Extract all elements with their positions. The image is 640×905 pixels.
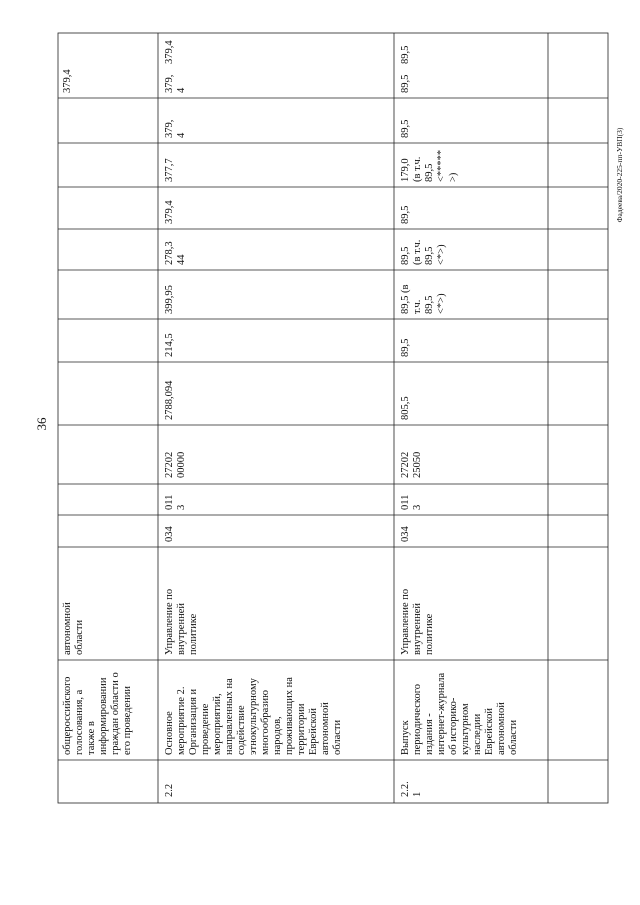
svg-text:Управление по: Управление по	[164, 588, 175, 655]
svg-text:этнокультурному: этнокультурному	[248, 678, 259, 755]
svg-text:направленных на: направленных на	[224, 678, 235, 755]
row-value: 44	[176, 254, 187, 265]
svg-text:наследии: наследии	[472, 713, 483, 755]
row-value: 4	[176, 132, 187, 138]
row-rzpr: 011	[164, 494, 175, 510]
row-value: 89,5	[424, 295, 435, 314]
svg-text:мероприятий,: мероприятий,	[212, 693, 223, 755]
continued-value: 379,4	[62, 69, 73, 93]
budget-table	[58, 33, 608, 803]
svg-text:области: области	[74, 619, 85, 655]
row-number: 1	[412, 791, 423, 797]
row-event-text	[164, 677, 343, 755]
svg-text:народов,: народов,	[272, 716, 283, 755]
row-value: 179,0	[400, 158, 411, 182]
row-value: 379,	[164, 119, 175, 138]
row-value: <*>)	[436, 244, 447, 265]
svg-text:политике: политике	[424, 613, 435, 655]
row-number: 2.2	[164, 783, 175, 797]
row-value: 89,5	[400, 74, 411, 93]
svg-text:проведение: проведение	[200, 703, 211, 755]
svg-text:его проведении: его проведении	[122, 686, 133, 755]
svg-text:культурном: культурном	[460, 703, 471, 755]
svg-text:содействие: содействие	[236, 705, 247, 755]
row-value: >)	[448, 172, 459, 182]
svg-text:общероссийского: общероссийского	[62, 676, 73, 755]
row-csr: 00000	[176, 451, 187, 478]
svg-text:Управление по: Управление по	[400, 588, 411, 655]
row-event-text	[400, 673, 519, 755]
svg-text:автономной: автономной	[62, 602, 73, 655]
svg-text:интернет-журнала: интернет-журнала	[436, 672, 447, 755]
row-executor-text	[164, 589, 199, 655]
svg-text:Еврейской: Еврейской	[308, 708, 319, 755]
row-value: 89,5	[400, 338, 411, 357]
svg-text:информировании: информировании	[98, 677, 109, 755]
svg-text:голосования, а: голосования, а	[74, 689, 85, 755]
row-value: 89,5 (в	[400, 284, 411, 314]
svg-text:Организация и: Организация и	[188, 688, 199, 755]
row-grbs: 034	[164, 526, 175, 542]
svg-text:Еврейской: Еврейской	[484, 708, 495, 755]
row-value: 89,5	[424, 246, 435, 265]
svg-text:внутренней: внутренней	[176, 603, 187, 655]
page-number: 36	[34, 417, 49, 431]
svg-text:автономной: автономной	[496, 702, 507, 755]
svg-text:также в: также в	[86, 721, 97, 755]
row-number: 2.2.	[400, 781, 411, 797]
row-value: 89,5	[424, 163, 435, 182]
svg-text:проживающих на: проживающих на	[284, 677, 295, 755]
svg-text:автономной: автономной	[320, 702, 331, 755]
svg-text:периодического: периодического	[412, 683, 423, 755]
row-value: 89,5	[400, 119, 411, 138]
row-rzpr: 3	[176, 504, 187, 510]
row-csr: 27202	[400, 451, 411, 478]
svg-text:внутренней: внутренней	[412, 603, 423, 655]
row-value: <*>)	[436, 293, 447, 314]
row-rzpr: 3	[412, 504, 423, 510]
row-csr: 25050	[412, 451, 423, 478]
row-rzpr: 011	[400, 494, 411, 510]
row-value: 379,4	[164, 40, 175, 64]
continued-event-text	[62, 672, 133, 755]
row-value: 379,	[164, 74, 175, 93]
row-executor-text	[400, 589, 435, 655]
svg-text:Выпуск: Выпуск	[400, 720, 411, 755]
row-value: <*****	[436, 149, 447, 182]
table-row	[400, 46, 519, 797]
row-value: 4	[176, 87, 187, 93]
row-value: (в т.ч.	[412, 156, 423, 182]
svg-text:граждан области о: граждан области о	[110, 672, 121, 755]
svg-text:территории: территории	[296, 703, 307, 755]
row-value: 278,3	[164, 241, 175, 265]
svg-text:об историко-: об историко-	[448, 697, 459, 755]
footer-code: Фадеева/2020-225-пп-УВП(3)	[615, 127, 624, 223]
svg-text:области: области	[332, 719, 343, 755]
svg-text:Основное: Основное	[164, 711, 175, 755]
continued-row	[62, 69, 133, 755]
row-csr: 27202	[164, 451, 175, 478]
row-value: 805,5	[400, 396, 411, 420]
svg-text:политике: политике	[188, 613, 199, 655]
svg-text:области: области	[508, 719, 519, 755]
row-value: 377,7	[164, 158, 175, 182]
row-value: 399,95	[164, 285, 175, 314]
svg-text:мероприятие 2.: мероприятие 2.	[176, 686, 187, 755]
row-value: 89,5	[400, 45, 411, 64]
table-row	[164, 40, 343, 797]
continued-executor-text	[62, 602, 85, 655]
row-value: 379,4	[164, 200, 175, 224]
row-value: 214,5	[164, 333, 175, 357]
row-value: 2788,094	[164, 380, 175, 420]
row-value: т.ч.	[412, 299, 423, 314]
svg-text:издания -: издания -	[424, 713, 435, 755]
row-value: (в т.ч.	[412, 239, 423, 265]
row-value: 89,5	[400, 205, 411, 224]
svg-text:многообразию: многообразию	[260, 690, 271, 755]
row-value: 89,5	[400, 246, 411, 265]
row-grbs: 034	[400, 526, 411, 542]
